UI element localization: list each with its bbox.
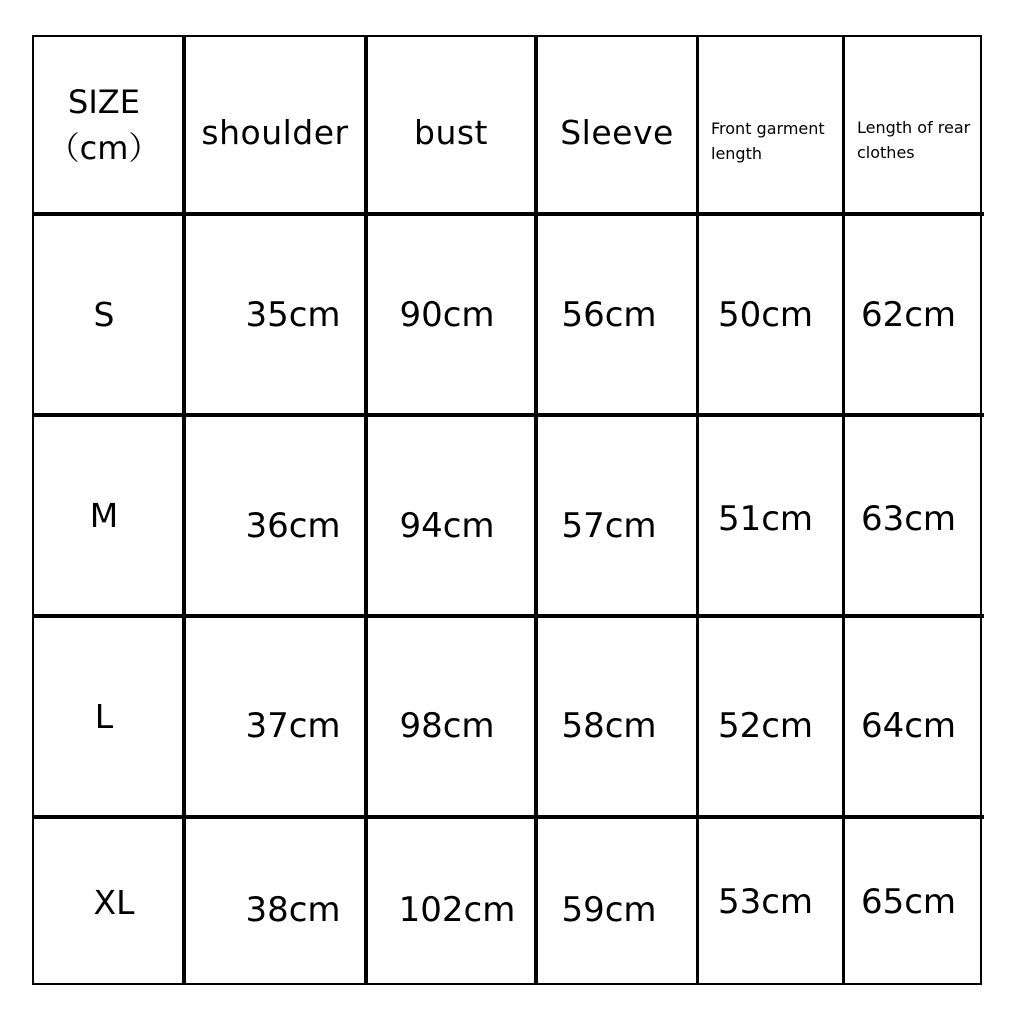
row-divider (34, 413, 984, 417)
header-front-garment-length (699, 37, 842, 245)
front-length-value: 52cm (717, 705, 814, 746)
sleeve-value: 57cm (561, 505, 657, 546)
bust-value: 90cm (399, 294, 495, 335)
sleeve-value: 58cm (561, 705, 657, 746)
header-sleeve: Sleeve (560, 112, 674, 152)
header-bust: bust (414, 112, 488, 152)
front-length-value: 50cm (717, 294, 814, 335)
header-rear-line1: Length of rear (857, 117, 971, 137)
shoulder-value: 35cm (245, 294, 341, 335)
bust-value: 98cm (399, 705, 495, 746)
rear-length-value: 64cm (860, 705, 957, 746)
rear-length-value: 62cm (860, 294, 957, 335)
front-length-value: 51cm (717, 498, 814, 539)
header-shoulder: shoulder (201, 112, 349, 152)
header-front-line2: length (711, 144, 762, 163)
header-rear-clothes-length (845, 37, 984, 242)
shoulder-value: 38cm (245, 890, 341, 930)
header-size-line2: （cm） (47, 128, 161, 167)
bust-value: 94cm (399, 505, 495, 546)
shoulder-value: 37cm (245, 705, 341, 746)
sleeve-value: 56cm (561, 294, 657, 335)
sleeve-value: 59cm (561, 890, 657, 930)
shoulder-value: 36cm (245, 505, 341, 546)
size-chart-table (32, 35, 982, 985)
header-rear-line2: clothes (857, 142, 915, 162)
size-label: L (94, 697, 114, 736)
header-front-line1: Front garment (711, 119, 825, 138)
size-label: M (89, 496, 119, 535)
front-length-value: 53cm (717, 882, 814, 922)
header-size (34, 37, 174, 212)
rear-length-value: 63cm (860, 498, 957, 539)
rear-length-value: 65cm (860, 882, 957, 922)
size-label: XL (93, 882, 135, 922)
bust-value: 102cm (398, 890, 516, 930)
size-label: S (93, 295, 115, 334)
header-size-line1: SIZE (68, 82, 140, 121)
